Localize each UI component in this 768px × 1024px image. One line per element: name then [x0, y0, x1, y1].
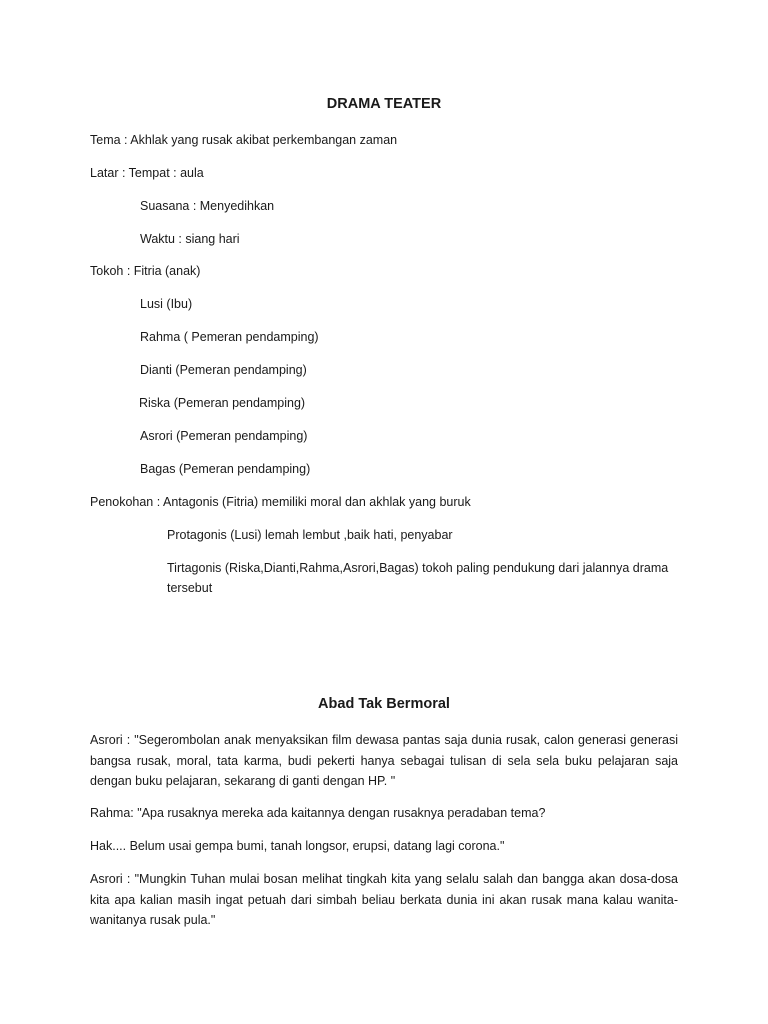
tokoh-line-fitria: Tokoh : Fitria (anak): [90, 264, 201, 278]
tokoh-line-riska: Riska (Pemeran pendamping): [139, 396, 306, 410]
dialogue-paragraph: Rahma: "Apa rusaknya mereka ada kaitannya dengan rusaknya peradaban tema?: [90, 806, 546, 820]
tokoh-line-bagas: Bagas (Pemeran pendamping): [140, 462, 311, 476]
tokoh-line-lusi: Lusi (Ibu): [140, 297, 193, 311]
penokohan-antagonis-line: Penokohan : Antagonis (Fitria) memiliki moral dan akhlak yang buruk: [90, 495, 471, 509]
tokoh-line-asrori: Asrori (Pemeran pendamping): [140, 429, 308, 443]
page-title: DRAMA TEATER: [326, 96, 442, 112]
dialogue-paragraph: Asrori : "Segerombolan anak menyaksikan film dewasa pantas saja dunia rusak, calon generasi generasi bangsa rusak, moral, tata karma, budi pekerti hanya sebagai tulisan di sela sela buku pelajaran saja dengan buku pelajaran, sekarang di ganti dengan HP. ": [90, 733, 678, 788]
tokoh-line-dianti: Dianti (Pemeran pendamping): [140, 363, 307, 377]
latar-tempat-line: Latar : Tempat : aula: [90, 166, 204, 180]
tokoh-line-rahma: Rahma ( Pemeran pendamping): [140, 330, 319, 344]
latar-suasana-line: Suasana : Menyedihkan: [140, 199, 275, 213]
penokohan-tirtagonis-line: Tirtagonis (Riska,Dianti,Rahma,Asrori,Bagas) tokoh paling pendukung dari jalannya drama: [167, 561, 669, 575]
penokohan-protagonis-line: Protagonis (Lusi) lemah lembut ,baik hati, penyabar: [167, 528, 453, 542]
dialogue-paragraph: Asrori : "Mungkin Tuhan mulai bosan melihat tingkah kita yang selalu salah dan bangga akan dosa-dosa kita apa kalian masih ingat petuah dari simbah beliau berkata dunia ini akan rusak mana kalau wanita-wanitanya rusak pula.": [90, 872, 678, 927]
dialogue-paragraph: Hak.... Belum usai gempa bumi, tanah longsor, erupsi, datang lagi corona.": [90, 839, 505, 853]
penokohan-tirtagonis-continued: tersebut: [167, 581, 213, 595]
tema-line: Tema : Akhlak yang rusak akibat perkembangan zaman: [90, 133, 398, 147]
latar-waktu-line: Waktu : siang hari: [140, 232, 240, 246]
script-title: Abad Tak Bermoral: [318, 696, 450, 712]
